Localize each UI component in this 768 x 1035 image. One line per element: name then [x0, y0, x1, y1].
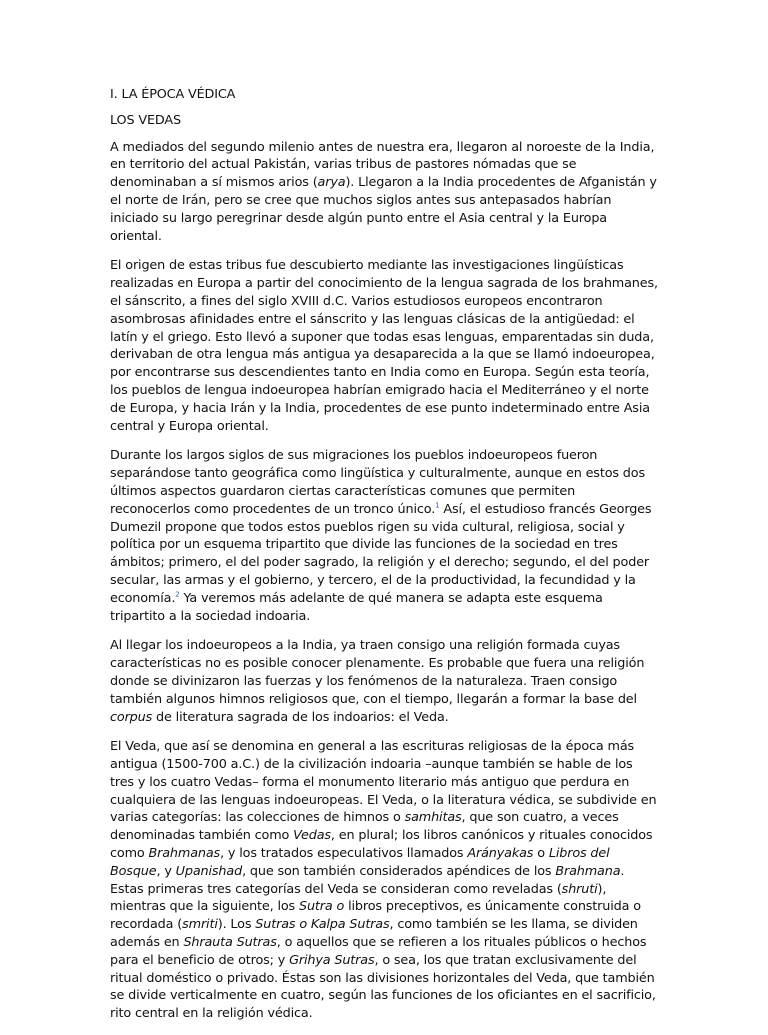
footnote-link-2[interactable]: 2	[175, 590, 180, 599]
paragraph-3	[110, 447, 658, 625]
p5-text: , o sea, los que tratan exclusivamente del ritual doméstico o privado. Éstas son las divisiones horizontales del Veda, que también se divide verticalmente en cuatro, según las funciones de los oficiantes en el sacrificio, rito central en la religión védica.	[110, 952, 656, 1022]
paragraph-1-text-c: ). Llegaron a la India procedentes de Afganistán y el norte de Irán, pero se cree que muchos siglos antes sus antepasados habrían iniciado su largo peregrinar desde algún punto entre el Asia central y la Europa oriental.	[110, 175, 657, 244]
section-heading: I. LA ÉPOCA VÉDICA	[110, 87, 236, 102]
paragraph-4-text-a: Al llegar los indoeuropeos a la India, ya traen consigo una religión formada cuyas características no es posible conocer plenamente. Es probable que fuera una religión donde se divinizaron las fuerzas y los fenómenos de la naturaleza. Traen consigo también algunos himnos religiosos que, con el tiempo, llegarán a formar la base del	[110, 638, 645, 707]
p5-italic: smriti	[182, 917, 218, 933]
paragraph-4	[110, 637, 658, 726]
p5-text: libros preceptivos, es únicamente construida o recordada (	[110, 899, 641, 933]
p5-text: ). Los	[217, 917, 256, 933]
document-page	[110, 86, 658, 1035]
p5-text: , en plural; los libros canónicos y rituales conocidos como	[110, 828, 653, 862]
paragraph-4-text-c: de literatura sagrada de los indoarios: el Veda.	[152, 709, 449, 725]
p5-text: , y los tratados especulativos llamados	[220, 846, 468, 862]
paragraph-1-italic-arya: arya	[317, 175, 346, 191]
p5-text: El Veda, que así se denomina en general a las escrituras religiosas de la época más antigua (1500-700 a.C.) de la civilización indoaria –aunque también se hable de los tres y los cuatro Vedas– forma el monumento literario más antiguo que perdura en cualquiera de las lenguas indoeuropeas. El Veda, o la literatura védica, se subdivide en varias categorías: las colecciones de himnos o	[110, 739, 657, 826]
paragraph-3-text-b: Así, el estudioso francés Georges Dumezil propone que todos estos pueblos rigen su vida cultural, religiosa, social y política por un esquema tripartito que divide las funciones de la sociedad en tres ámbitos; primero, el del poder sagrado, la religión y el derecho; segundo, el del poder secular, las armas y el gobierno, y tercero, el de la productividad, la fecundidad y la economía.	[110, 501, 652, 606]
p5-italic: Libros del Bosque	[110, 846, 610, 879]
p5-text: ), mientras que la siguiente, los	[110, 881, 607, 915]
section-subheading: LOS VEDAS	[110, 112, 181, 128]
p5-italic: shruti	[561, 881, 598, 897]
footnote-link-1[interactable]: 1	[435, 501, 440, 510]
paragraph-3-text-a: Durante los largos siglos de sus migraciones los pueblos indoeuropeos fueron separándose tanto geográfica como lingüística y culturalmente, aunque en estos dos últimos aspectos guardaron ciertas características comunes que permiten reconocerlos como procedentes de un tronco único.	[110, 448, 645, 517]
p5-italic: Sutras o Kalpa Sutras	[255, 917, 390, 933]
p5-text: , y	[156, 863, 176, 879]
p5-text: , que son cuatro, a veces denominadas también como	[110, 810, 619, 844]
p5-italic: Vedas	[293, 828, 331, 844]
p5-text: o	[533, 846, 549, 862]
p5-italic: samhitas	[404, 810, 462, 826]
p5-text: , que son también considerados apéndices de los	[242, 863, 556, 879]
paragraph-4-italic-corpus: corpus	[110, 709, 153, 725]
p5-text: , como también se les llama, se dividen además en	[110, 917, 638, 951]
p5-italic: Sutra o	[299, 899, 345, 915]
p5-italic: Brahmanas	[148, 846, 221, 862]
paragraph-1-text-a: A mediados del segundo milenio antes de nuestra era, llegaron al noroeste de la India, en territorio del actual Pakistán, varias tribus de pastores nómadas que se denominaban a sí mismos arios (	[110, 139, 655, 191]
paragraph-3-text-c: Ya veremos más adelante de qué manera se adapta este esquema tripartito a la sociedad indoaria.	[110, 590, 603, 624]
p5-italic: Grihya Sutras	[289, 952, 375, 968]
p5-italic: Arányakas	[467, 846, 534, 862]
paragraph-2: El origen de estas tribus fue descubierto mediante las investigaciones lingüísticas realizadas en Europa a partir del conocimiento de la lengua sagrada de los brahmanes, el sánscrito, a fines del siglo XVIII d.C. Varios estudiosos europeos encontraron asombrosas afinidades entre el sánscrito y las lenguas clásicas de la antigüedad: el latín y el griego. Esto llevó a suponer que todas esas lenguas, emparentadas sin duda, derivaban de otra lengua más antigua ya desaparecida a la que se llamó indoeuropea, por encontrarse sus descendientes tanto en India como en Europa. Según esta teoría, los pueblos de lengua indoeuropea habrían emigrado hacia el Mediterráneo y el norte de Europa, y hacia Irán y la India, procedentes de ese punto indeterminado entre Asia central y Europa oriental.	[110, 258, 658, 434]
p5-text: . Estas primeras tres categorías del Veda se consideran como reveladas (	[110, 863, 625, 897]
paragraph-5	[110, 738, 658, 1023]
p5-italic: Upanishad	[175, 863, 243, 879]
paragraph-1	[110, 139, 658, 246]
p5-italic: Brahmana	[555, 863, 621, 879]
p5-text: , o aquellos que se refieren a los rituales públicos o hechos para el beneficio de otros; y	[110, 935, 647, 968]
p5-italic: Shrauta Sutras	[183, 935, 277, 951]
